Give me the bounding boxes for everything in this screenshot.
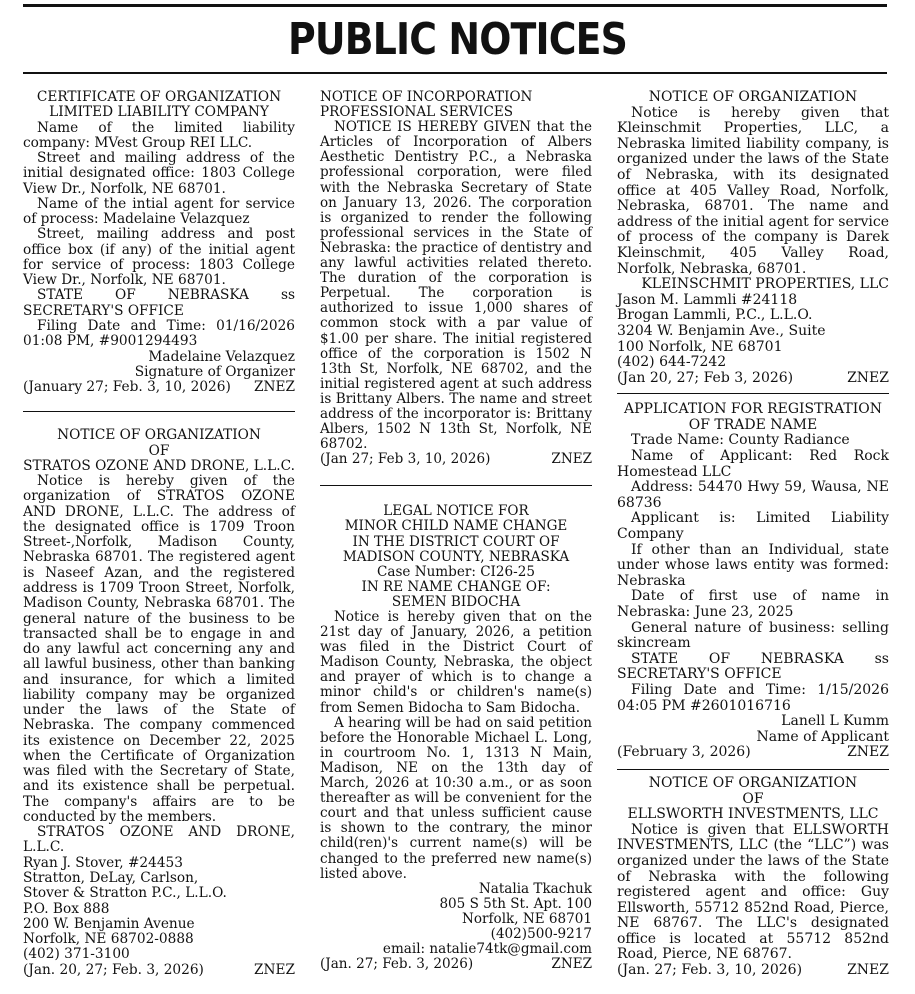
notice-code: ZNEZ	[551, 956, 592, 973]
attorney-line: Jason M. Lammli #24118	[617, 291, 798, 308]
masthead-rule	[23, 72, 887, 74]
notice-subheading: SEMEN BIDOCHA	[391, 593, 521, 610]
signature-name: Madelaine Velazquez	[148, 348, 295, 365]
notice-divider	[617, 769, 889, 770]
notice-subheading: IN THE DISTRICT COURT OF	[352, 533, 560, 550]
publication-dates: (Jan. 27; Feb. 3, 2026)	[320, 956, 474, 973]
publication-dates: (February 3, 2026)	[617, 744, 751, 761]
notice-paragraph: STATE OF NEBRASKA ss SECRETARY'S OFFICE	[23, 287, 295, 319]
notice-subheading: OF TRADE NAME	[688, 416, 818, 433]
notice-paragraph: Street and mailing address of the initial designated office: 1803 College View Dr., Norfolk, NE 68701.	[23, 150, 295, 197]
signature-title: Signature of Organizer	[134, 363, 295, 380]
page-title: PUBLIC NOTICES	[287, 14, 628, 65]
notice-code: ZNEZ	[847, 962, 889, 979]
attorney-line: 200 W. Benjamin Avenue	[23, 915, 195, 932]
notice-footer	[320, 452, 592, 467]
publication-dates: (January 27; Feb. 3, 10, 2026)	[23, 379, 231, 396]
notice-footer	[617, 963, 889, 979]
notice-code: ZNEZ	[847, 369, 889, 386]
attorney-line: Brogan Lammli, P.C., L.L.O.	[617, 307, 813, 324]
notice-subheading: OF	[742, 790, 764, 807]
attorney-line: 3204 W. Benjamin Ave., Suite	[617, 322, 826, 339]
attorney-line: 100 Norfolk, NE 68701	[617, 338, 783, 355]
publication-dates: (Jan. 20, 27; Feb. 3, 2026)	[23, 961, 204, 978]
notice-subheading: PROFESSIONAL SERVICES	[320, 104, 513, 121]
publication-dates: (Jan 27; Feb 3, 10, 2026)	[320, 451, 491, 468]
notice-subheading: OF	[148, 442, 170, 459]
notice-heading: CERTIFICATE OF ORGANIZATION	[36, 89, 282, 105]
attorney-line: Norfolk, NE 68702-0888	[23, 931, 194, 948]
notice-subheading: STRATOS OZONE AND DRONE, L.L.C.	[23, 457, 295, 474]
notice-heading: LEGAL NOTICE FOR	[383, 503, 529, 520]
publication-dates: (Jan 20, 27; Feb 3, 2026)	[617, 369, 794, 386]
notice-paragraph: If other than an Individual, state under whose laws entity was formed: Nebraska	[617, 541, 889, 589]
column-3	[617, 90, 889, 981]
notice-incorporation	[320, 90, 592, 469]
notice-paragraph: STATE OF NEBRASKA ss SECRETARY'S OFFICE	[617, 650, 889, 683]
petitioner-email: email: natalie74tk@gmail.com	[382, 941, 592, 958]
top-rule	[23, 4, 887, 7]
attorney-line: (402) 644-7242	[617, 354, 727, 371]
notice-paragraph: Name of Applicant: Red Rock Homestead LLC	[617, 448, 889, 480]
notice-paragraph: Notice is hereby given of the organization of STRATOS OZONE AND DRONE, L.L.C. The address of the designated office is 1709 Troon Street-,Norfolk, Madison County, Nebraska 68701. The registered agent is Naseef Azan, and the registered address is 1709 Troon Street, Norfolk, Madison County, Nebraska 68701. The general nature of the business to be transacted shall be to engage in and do any lawful act concerning any and all lawful business, other than banking and insurance, for which a limited liability company may be organized under the laws of the State of Nebraska. The company commenced its existence on December 22, 2025 when the Certificate of Organization was filed with the Secretary of State, and its existence shall be perpetual. The company's affairs are to be conducted by the members.	[23, 473, 295, 825]
attorney-line: P.O. Box 888	[23, 900, 110, 917]
notice-subheading: MINOR CHILD NAME CHANGE	[344, 518, 568, 535]
notice-stratos-ozone	[23, 428, 295, 980]
case-number: Case Number: CI26-25	[377, 563, 535, 580]
column-2	[320, 90, 592, 974]
petitioner-line: 805 S 5th St. Apt. 100	[439, 895, 592, 912]
notice-code: ZNEZ	[254, 961, 295, 978]
notice-heading: NOTICE OF INCORPORATION	[320, 89, 533, 105]
signature-name: Lanell L Kumm	[781, 713, 889, 730]
column-1	[23, 90, 295, 980]
notice-subheading: ELLSWORTH INVESTMENTS, LLC	[627, 806, 879, 823]
notice-certificate-of-organization	[23, 90, 295, 397]
notice-divider	[23, 411, 295, 412]
notice-paragraph: Applicant is: Limited Liability Company	[617, 510, 889, 543]
petitioner-line: Natalia Tkachuk	[478, 880, 592, 897]
notice-trade-name	[617, 402, 889, 763]
attorney-line: Ryan J. Stover, #24453	[23, 854, 183, 871]
notice-heading: NOTICE OF ORGANIZATION	[648, 89, 858, 105]
notice-footer	[320, 957, 592, 972]
notice-paragraph: Date of first use of name in Nebraska: June 23, 2025	[617, 588, 889, 620]
notice-paragraph: General nature of business: selling skincream	[617, 619, 889, 652]
notice-footer	[617, 745, 889, 761]
notice-paragraph: Notice is hereby given that Kleinschmit Properties, LLC, a Nebraska limited liability company, is organized under the laws of the State of Nebraska, with its designated office at 405 Valley Road, Norfolk, Nebraska, 68701. The name and address of the initial agent for service of process of the company is Darek Kleinschmit, 405 Valley Road, Norfolk, Nebraska, 68701.	[617, 104, 889, 277]
notice-footer	[23, 380, 295, 395]
notice-footer	[617, 371, 889, 387]
notice-paragraph: Filing Date and Time: 1/15/2026 04:05 PM #2601016716	[617, 681, 889, 714]
notice-paragraph: Name of the intial agent for service of process: Madelaine Velazquez	[23, 195, 295, 228]
notice-paragraph: Filing Date and Time: 01/16/2026 01:08 PM, #9001294493	[23, 317, 295, 350]
petitioner-line: Norfolk, NE 68701	[462, 910, 592, 927]
notice-paragraph: Street, mailing address and post office box (if any) of the initial agent for service of process: 1803 College View Dr., Norfolk, NE 68701.	[23, 226, 295, 289]
attorney-line: Stover & Stratton P.C., L.L.O.	[23, 885, 227, 902]
notice-heading: APPLICATION FOR REGISTRATION	[624, 401, 882, 418]
notice-heading: NOTICE OF ORGANIZATION	[648, 774, 858, 791]
notice-paragraph: Notice is hereby given that on the 21st day of January, 2026, a petition was filed in the District Court of Madison County, Nebraska, the object and prayer of which is to change a minor child's or children's name(s) from Semen Bidocha to Sam Bidocha.	[320, 609, 592, 716]
notice-subheading: LIMITED LIABILITY COMPANY	[49, 104, 269, 121]
notice-paragraph: Trade Name: County Radiance	[631, 432, 850, 449]
notice-divider	[320, 485, 592, 486]
notice-heading: NOTICE OF ORGANIZATION	[57, 427, 261, 444]
notice-divider	[617, 393, 889, 394]
notice-paragraph: Notice is given that ELLSWORTH INVESTMENTS, LLC (the “LLC”) was organized under the laws of the State of Nebraska with the following registered agent and office: Guy Ellsworth, 55712 852nd Road, Pierce, NE 68767. The LLC's designated office is located at 55712 852nd Road, Pierce, NE 68767.	[617, 821, 889, 963]
notice-ellsworth	[617, 776, 889, 981]
signature-title: Name of Applicant	[756, 728, 889, 745]
notice-kleinschmit	[617, 90, 889, 388]
notice-paragraph: Address: 54470 Hwy 59, Wausa, NE 68736	[617, 479, 889, 511]
notice-paragraph: Name of the limited liability company: MVest Group REI LLC.	[23, 119, 295, 151]
notice-subheading: IN RE NAME CHANGE OF:	[361, 578, 551, 595]
notice-code: ZNEZ	[847, 744, 889, 761]
publication-dates: (Jan. 27; Feb. 3, 10, 2026)	[617, 962, 803, 979]
notice-name-change	[320, 504, 592, 974]
notice-code: ZNEZ	[254, 379, 295, 396]
notice-code: ZNEZ	[551, 451, 592, 468]
company-signature: KLEINSCHMIT PROPERTIES, LLC	[641, 276, 889, 293]
notice-paragraph: STRATOS OZONE AND DRONE, L.L.C.	[23, 824, 295, 856]
attorney-line: Stratton, DeLay, Carlson,	[23, 870, 199, 887]
petitioner-line: (402)500-9217	[490, 925, 592, 942]
notice-footer	[23, 963, 295, 978]
notice-paragraph: A hearing will be had on said petition before the Honorable Michael L. Long, in courtroom No. 1, 1313 N Main, Madison, NE on the 13th day of March, 2026 at 10:30 a.m., or as soon thereafter as will be convenient for the court and that unless sufficient cause is shown to the contrary, the minor child(ren)'s current name(s) will be changed to the preferred new name(s) listed above.	[320, 714, 592, 882]
attorney-line: (402) 371-3100	[23, 946, 130, 963]
notice-subheading: MADISON COUNTY, NEBRASKA	[342, 548, 570, 565]
notice-paragraph: NOTICE IS HEREBY GIVEN that the Articles of Incorporation of Albers Aesthetic Dentistry P.C., a Nebraska professional corporation, were filed with the Nebraska Secretary of State on January 13, 2026. The corporation is organized to render the following professional services in the State of Nebraska: the practice of dentistry and any lawful activities related thereto. The duration of the corporation is Perpetual. The corporation is authorized to issue 1,000 shares of common stock with a par value of $1.00 per share. The initial registered office of the corporation is 1502 N 13th St, Norfolk, NE 68702, and the initial registered agent at such address is Brittany Albers. The name and street address of the incorporator is: Brittany Albers, 1502 N 13th St, Norfolk, NE 68702.	[320, 119, 592, 453]
